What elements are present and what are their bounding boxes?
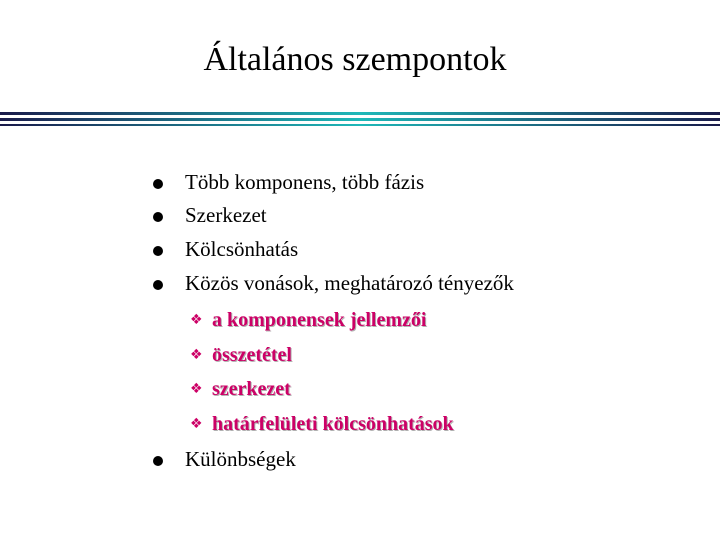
sub-bullet-text: a komponensek jellemzői [212,309,427,331]
sub-bullet-text: szerkezet [212,378,291,400]
bullet-item [0,165,720,199]
diamond-cluster-icon: ❖ [190,312,203,328]
bullet-text: Kölcsönhatás [185,237,299,261]
diamond-cluster-icon: ❖ [190,347,203,363]
bullet-dot-icon [153,280,163,290]
bullet-text: Közös vonások, meghatározó tényezők [185,271,514,295]
sub-bullet-item [0,372,720,406]
title-divider-rule [0,110,720,130]
bullet-text: Különbségek [185,447,296,471]
diamond-cluster-icon: ❖ [190,381,203,397]
bullet-item [0,198,720,232]
bullet-dot-icon [153,456,163,466]
bullet-text: Több komponens, több fázis [185,170,425,194]
sub-bullet-item [0,303,720,337]
slide-title: Általános szempontok [203,41,507,78]
bullet-item [0,442,720,476]
sub-bullet-text: határfelületi kölcsönhatások [212,413,454,435]
sub-bullet-item [0,338,720,372]
bullet-item [0,232,720,266]
bullet-dot-icon [153,246,163,256]
bullet-text: Szerkezet [185,203,267,227]
bullet-item [0,266,720,300]
bullet-dot-icon [153,179,163,189]
bullet-dot-icon [153,212,163,222]
sub-bullet-item [0,407,720,441]
sub-bullet-text: összetétel [212,344,292,366]
diamond-cluster-icon: ❖ [190,416,203,432]
